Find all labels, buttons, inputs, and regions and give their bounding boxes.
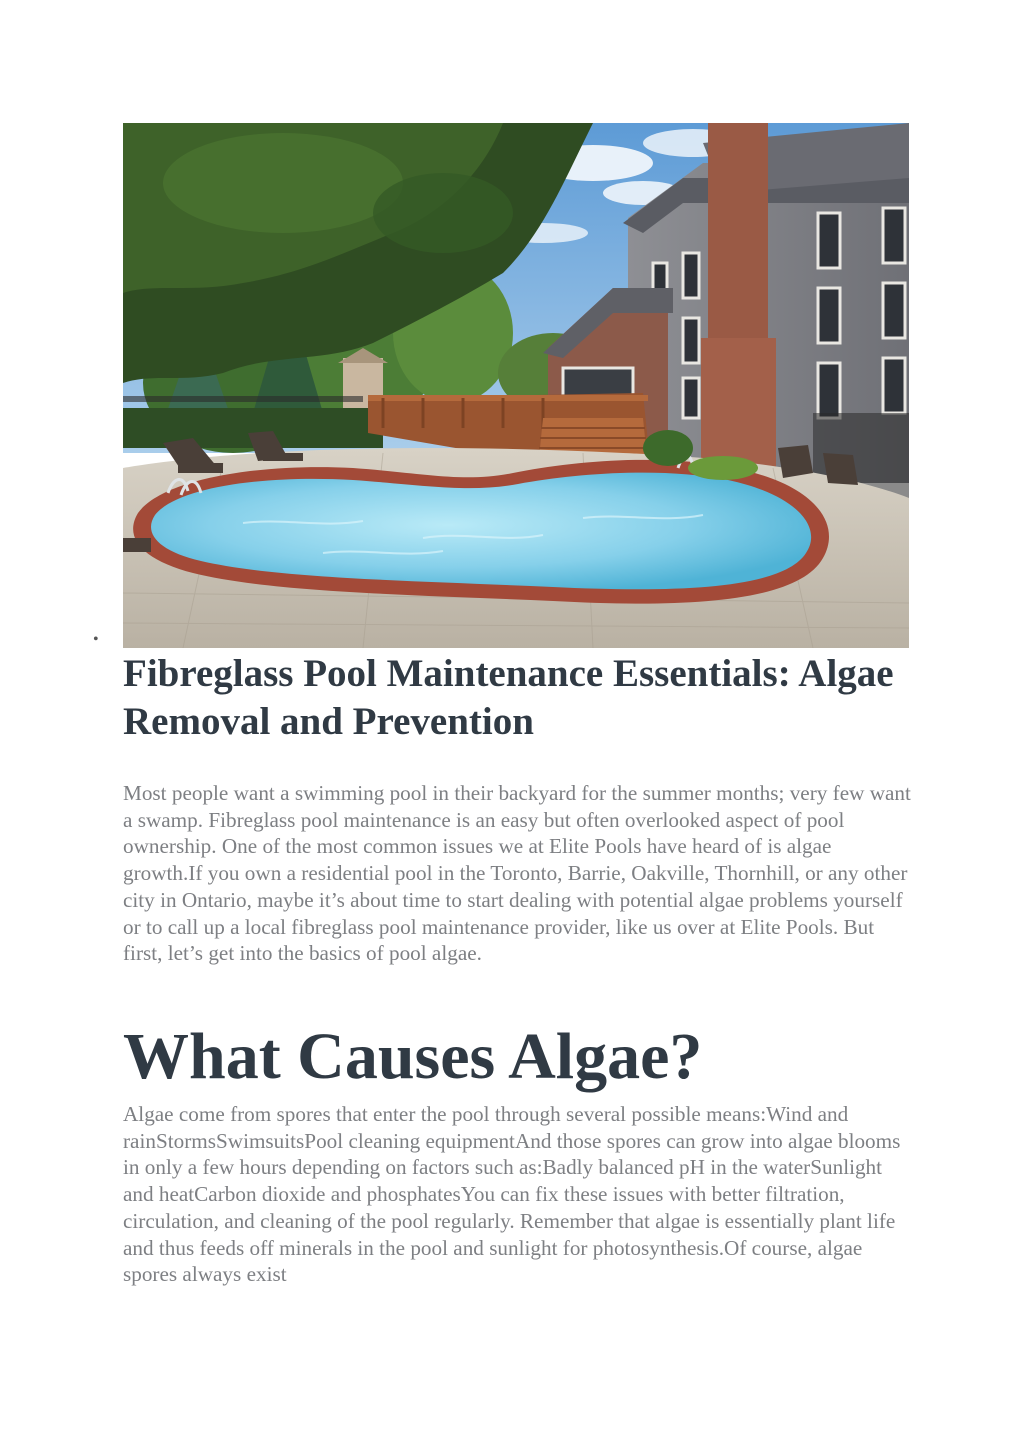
list-bullet: • bbox=[93, 631, 99, 648]
backyard-pool-photo bbox=[123, 123, 909, 648]
intro-paragraph: Most people want a swimming pool in their backyard for the summer months; very few want a swamp. Fibreglass pool maintenance is an easy but often overlooked aspect of pool ownership. One of the most common issues we at Elite Pools have heard of is algae growth.If you own a residential pool in the Toronto, Barrie, Oakville, Thornhill, or any other city in Ontario, maybe it’s about time to start dealing with potential algae problems yourself or to call up a local fibreglass pool maintenance provider, like us over at Elite Pools. But first, let’s get into the basics of pool algae. bbox=[123, 781, 911, 966]
section-paragraph: Algae come from spores that enter the pool through several possible means:Wind and rainStormsSwimsuitsPool cleaning equipmentAnd those spores can grow into algae blooms in only a few hours depending on factors such as:Badly balanced pH in the waterSunlight and heatCarbon dioxide and phosphatesYou can fix these issues with better filtration, circulation, and cleaning of the pool regularly. Remember that algae is essentially plant life and thus feeds off minerals in the pool and sunlight for photosynthesis.Of course, algae spores always exist bbox=[123, 1102, 901, 1287]
article-title: Fibreglass Pool Maintenance Essentials: Algae Removal and Prevention bbox=[123, 652, 894, 743]
section-heading: What Causes Algae? bbox=[123, 1020, 703, 1093]
